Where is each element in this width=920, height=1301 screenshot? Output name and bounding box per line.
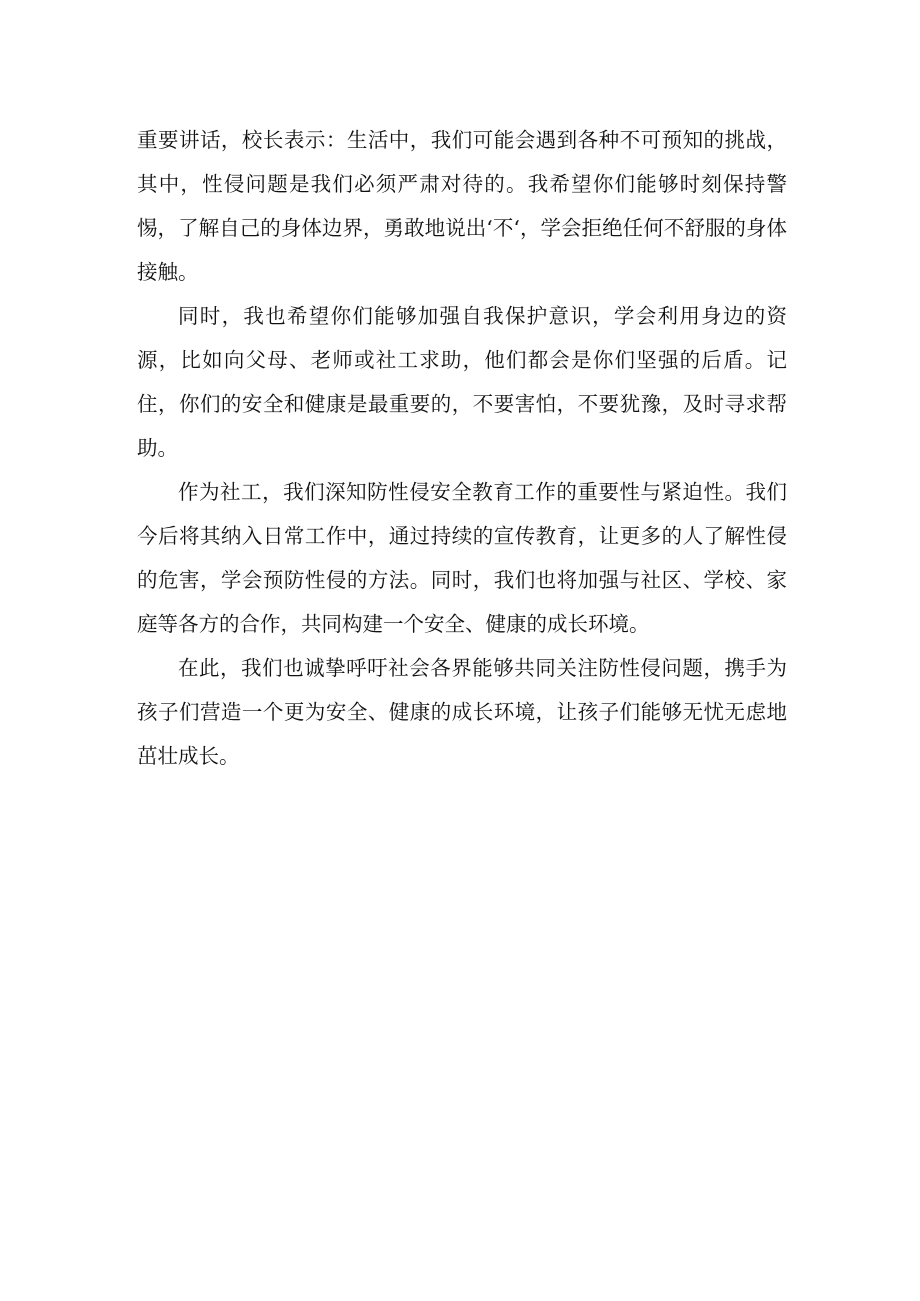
paragraph-4: 在此，我们也诚挚呼吁社会各界能够共同关注防性侵问题，携手为孩子们营造一个更为安全、健康的成长环境，让孩子们能够无忧无虑地茁壮成长。 bbox=[137, 656, 787, 768]
document-body bbox=[137, 118, 787, 778]
paragraph-1: 重要讲话，校长表示：生活中，我们可能会遇到各种不可预知的挑战，其中，性侵问题是我们必须严肃对待的。我希望你们能够时刻保持警惕，了解自己的身体边界，勇敢地说出‘不‘，学会拒绝任何不舒服的身体接触。 bbox=[137, 128, 787, 284]
paragraph-2: 同时，我也希望你们能够加强自我保护意识，学会利用身边的资源，比如向父母、老师或社工求助，他们都会是你们坚强的后盾。记住，你们的安全和健康是最重要的，不要害怕，不要犹豫，及时寻求帮助。 bbox=[137, 304, 787, 460]
paragraph-3: 作为社工，我们深知防性侵安全教育工作的重要性与紧迫性。我们今后将其纳入日常工作中，通过持续的宣传教育，让更多的人了解性侵的危害，学会预防性侵的方法。同时，我们也将加强与社区、学校、家庭等各方的合作，共同构建一个安全、健康的成长环境。 bbox=[137, 480, 787, 636]
